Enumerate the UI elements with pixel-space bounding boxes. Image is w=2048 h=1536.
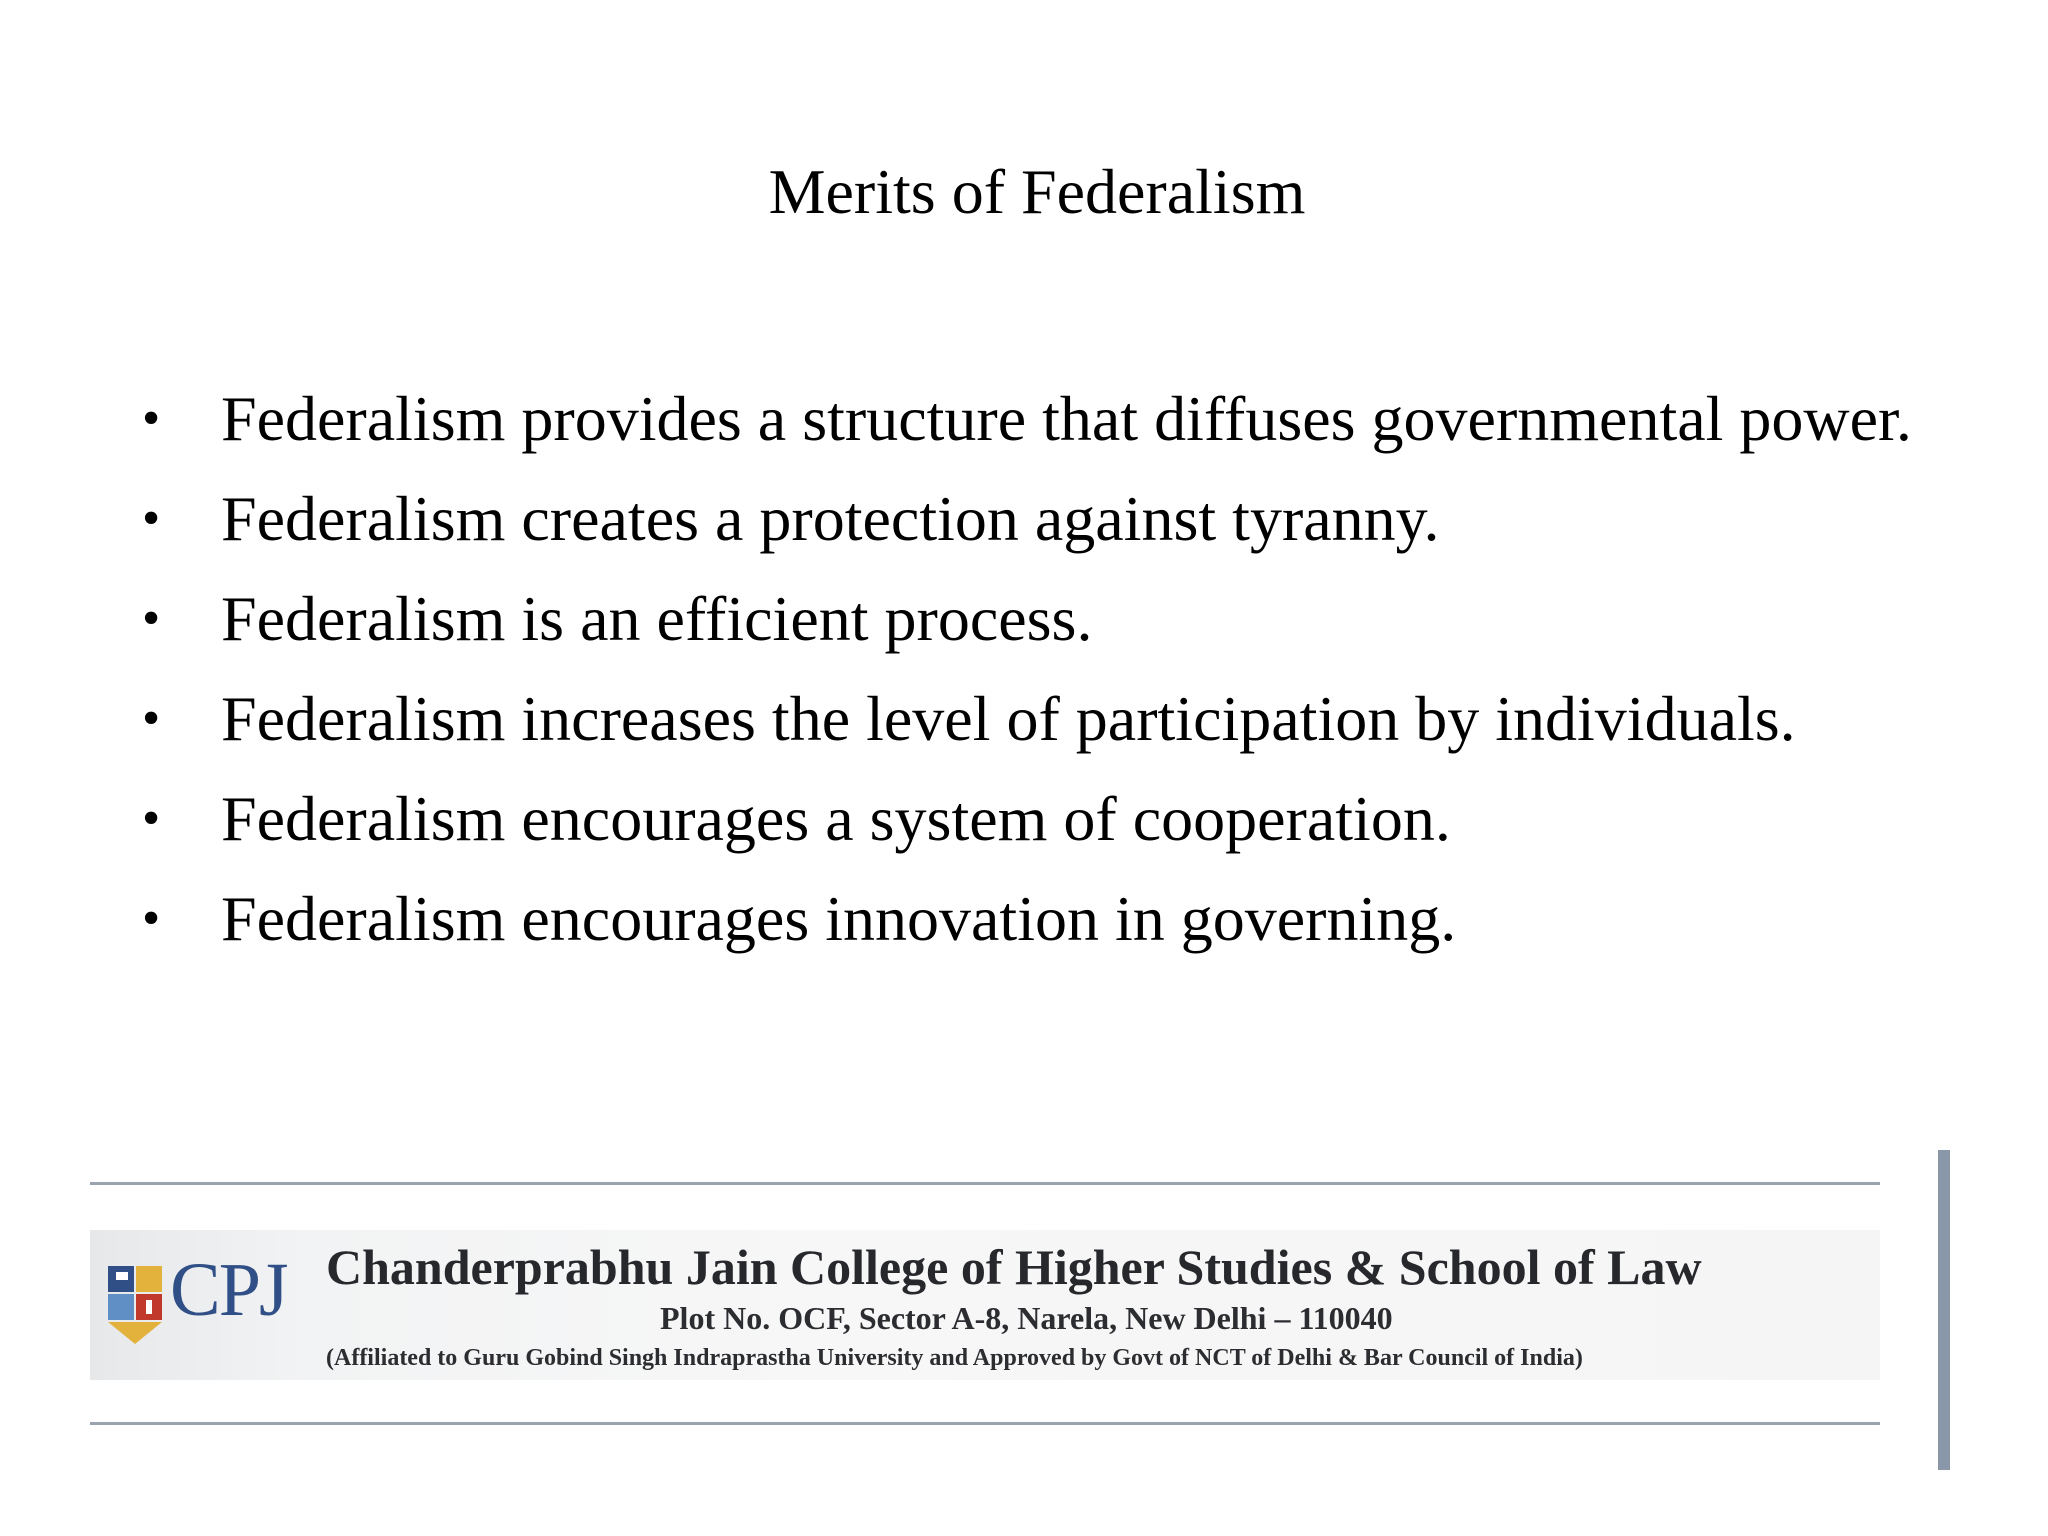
bullet-text: Federalism encourages a system of cooperation. <box>221 783 1451 854</box>
bullet-icon: • <box>142 790 161 847</box>
college-name: Chanderprabhu Jain College of Higher Studies & School of Law <box>326 1239 1702 1295</box>
logo-text: CPJ <box>170 1248 287 1332</box>
list-item <box>142 378 1970 460</box>
college-address: Plot No. OCF, Sector A-8, Narela, New Delhi – 110040 <box>660 1300 1393 1336</box>
bullet-text: Federalism creates a protection against tyranny. <box>221 483 1440 554</box>
college-affiliation: (Affiliated to Guru Gobind Singh Indraprastha University and Approved by Govt of NCT of Delhi & Bar Council of India) <box>326 1345 1583 1371</box>
list-item <box>142 878 1970 960</box>
list-item <box>142 478 1970 560</box>
slide-title: Merits of Federalism <box>768 156 1306 227</box>
bullet-icon: • <box>142 390 161 447</box>
bullet-text: Federalism increases the level of participation by individuals. <box>221 683 1796 754</box>
footer-vertical-bar <box>1938 1150 1950 1470</box>
bullet-icon: • <box>142 490 161 547</box>
list-item <box>142 578 1970 660</box>
footer-top-rule <box>90 1182 1880 1185</box>
footer-bottom-rule <box>90 1422 1880 1425</box>
college-logo <box>98 1242 298 1368</box>
bullet-text: Federalism encourages innovation in governing. <box>221 883 1457 954</box>
crest-icon <box>106 1252 166 1348</box>
college-footer-banner <box>90 1150 1990 1480</box>
list-item <box>142 678 1970 760</box>
bullet-text: Federalism is an efficient process. <box>221 583 1093 654</box>
bullet-list <box>142 378 1970 978</box>
bullet-text: Federalism provides a structure that diffuses governmental power. <box>221 383 1912 454</box>
bullet-icon: • <box>142 690 161 747</box>
bullet-icon: • <box>142 890 161 947</box>
list-item <box>142 778 1970 860</box>
bullet-icon: • <box>142 590 161 647</box>
